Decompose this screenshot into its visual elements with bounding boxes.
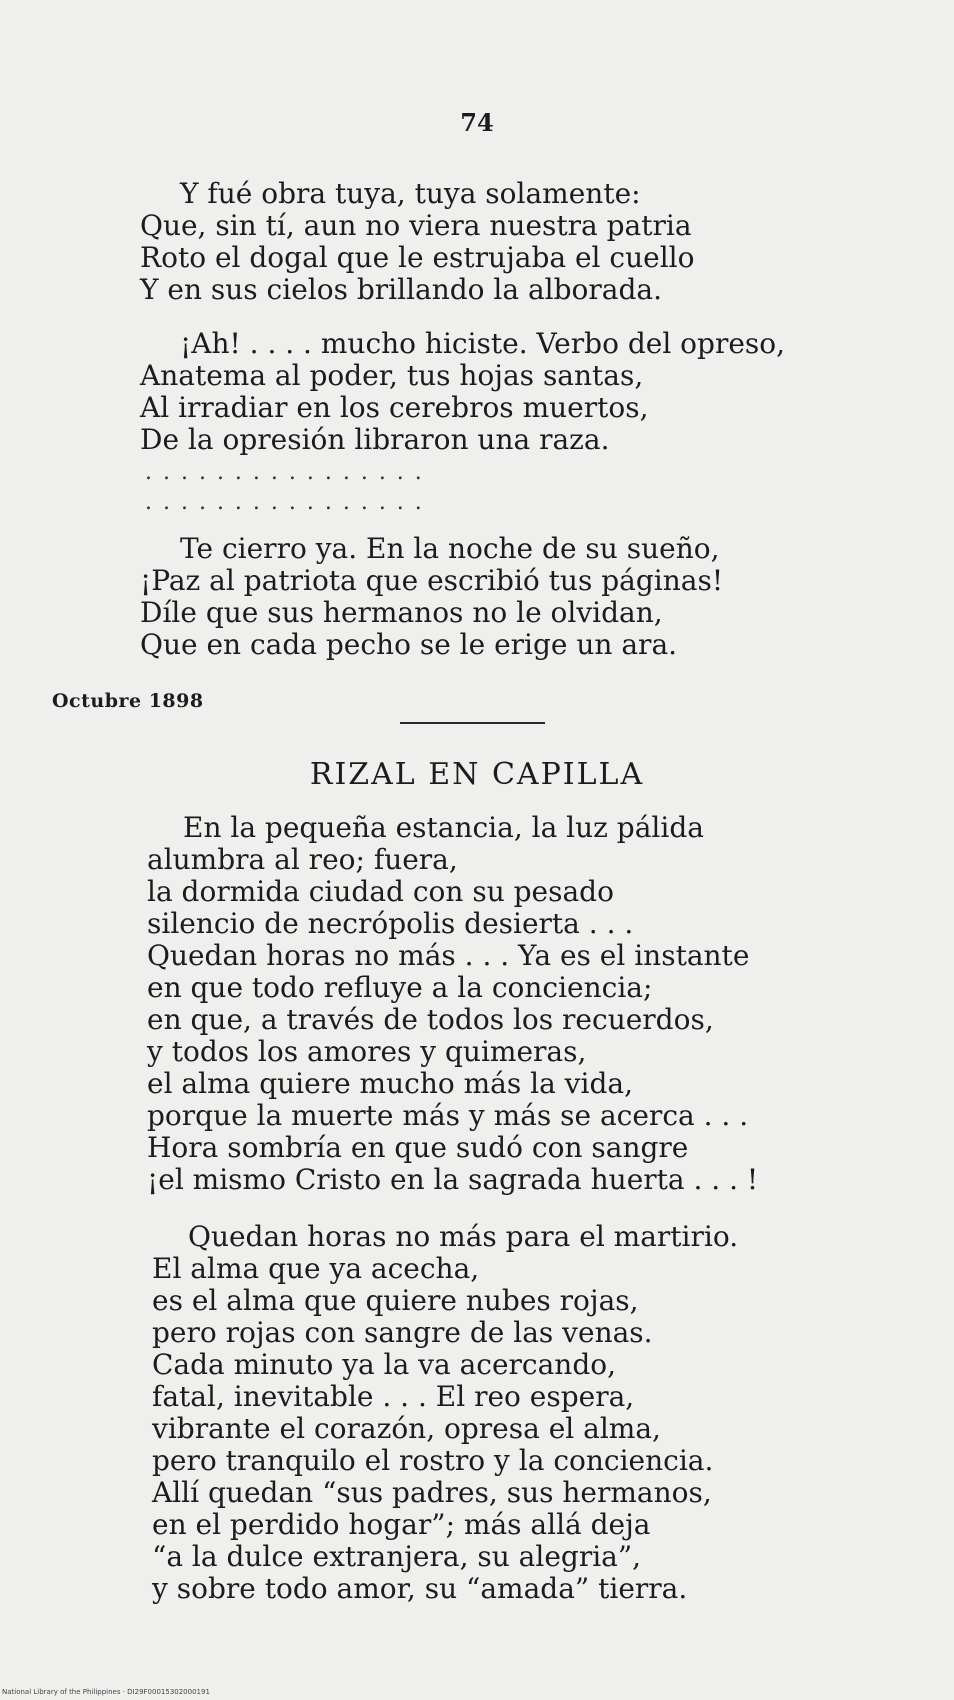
verse-line: Anatema al poder, tus hojas santas, [140,359,644,392]
verse-line: Que en cada pecho se le erige un ara. [140,628,678,661]
verse-line: ¡Paz al patriota que escribió tus páginas! [140,564,724,597]
stanza-2 [140,328,785,456]
verse-line: es el alma que quiere nubes rojas, [152,1284,639,1317]
verse-line: pero tranquilo el rostro y la conciencia. [152,1444,714,1477]
verse-line: Te cierro ya. En la noche de su sueño, [180,532,720,565]
ellipsis-row: . . . . . . . . . . . . . . . . [145,490,424,515]
verse-line: “a la dulce extranjera, su alegria”, [152,1540,642,1573]
verse-line: vibrante el corazón, opresa el alma, [152,1412,661,1445]
verse-line: pero rojas con sangre de las venas. [152,1316,653,1349]
verse-line: Hora sombría en que sudó con sangre [147,1131,689,1164]
verse-line: ¡Ah! . . . . mucho hiciste. Verbo del opreso, [180,327,786,360]
poem-date: Octubre 1898 [52,690,204,712]
verse-line: en el perdido hogar”; más allá deja [152,1508,651,1541]
verse-line: y todos los amores y quimeras, [147,1035,587,1068]
verse-line: Cada minuto ya la va acercando, [152,1348,617,1381]
verse-line: Allí quedan “sus padres, sus hermanos, [152,1476,712,1509]
paragraph-2 [152,1221,738,1605]
verse-line: Y fué obra tuya, tuya solamente: [180,177,641,210]
verse-line: Díle que sus hermanos no le olvidan, [140,596,663,629]
verse-line: Quedan horas no más para el martirio. [188,1220,739,1253]
verse-line: El alma que ya acecha, [152,1252,480,1285]
verse-line: la dormida ciudad con su pesado [147,875,614,908]
verse-line: Al irradiar en los cerebros muertos, [140,391,649,424]
verse-line: porque la muerte más y más se acerca . . . [147,1099,749,1132]
page-number: 74 [460,108,494,137]
verse-line: Roto el dogal que le estrujaba el cuello [140,241,695,274]
paragraph-1 [147,812,758,1196]
section-title: RIZAL EN CAPILLA [309,757,645,792]
verse-line: en que todo refluye a la conciencia; [147,971,653,1004]
section-divider [400,722,545,724]
verse-line: Y en sus cielos brillando la alborada. [140,273,663,306]
verse-line: el alma quiere mucho más la vida, [147,1067,633,1100]
verse-line: y sobre todo amor, su “amada” tierra. [152,1572,688,1605]
verse-line: En la pequeña estancia, la luz pálida [183,811,704,844]
ellipsis-row: . . . . . . . . . . . . . . . . [145,460,424,485]
verse-line: ¡el mismo Cristo en la sagrada huerta . . . ! [147,1163,759,1196]
verse-line: fatal, inevitable . . . El reo espera, [152,1380,635,1413]
verse-line: alumbra al reo; fuera, [147,843,458,876]
verse-line: De la opresión libraron una raza. [140,423,610,456]
verse-line: en que, a través de todos los recuerdos, [147,1003,714,1036]
verse-line: silencio de necrópolis desierta . . . [147,907,634,940]
verse-line: Quedan horas no más . . . Ya es el instante [147,939,750,972]
stanza-1 [140,178,694,306]
verse-line: Que, sin tí, aun no viera nuestra patria [140,209,692,242]
stanza-3 [140,533,723,661]
scan-footer: National Library of the Philippines · DI29F00015302000191 [2,1688,210,1696]
